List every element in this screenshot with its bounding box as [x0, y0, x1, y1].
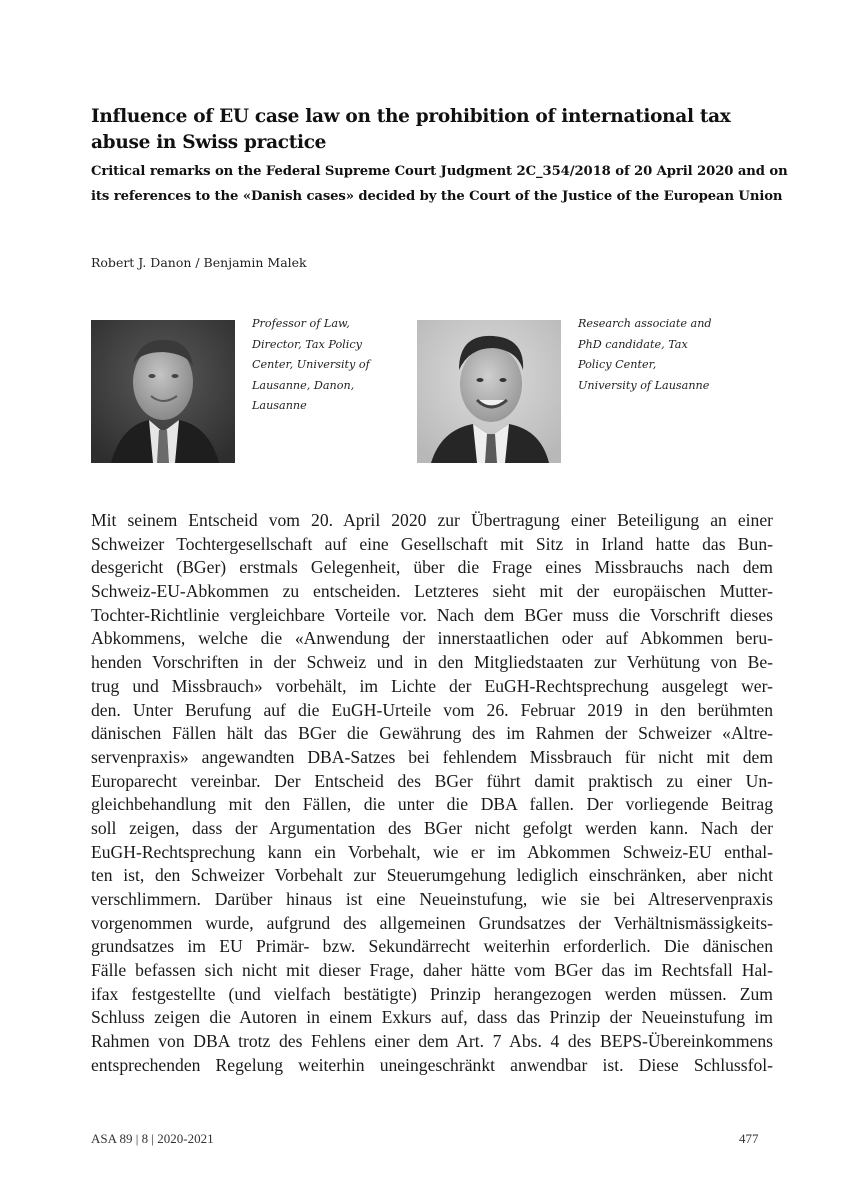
abstract-line: EuGH-Rechtsprechung kann ein Vorbehalt, wie er im Abkommen Schweiz-EU enthal-	[91, 841, 773, 862]
abstract-line: ten ist, den Schweizer Vorbehalt zur Steuerumgehung lediglich einschränken, aber nicht	[91, 865, 773, 886]
author-bio-danon: Professor of Law, Director, Tax Policy Center, University of Lausanne, Danon, Lausanne	[252, 317, 370, 412]
author-portrait-danon	[91, 320, 235, 463]
author-bio-malek: Research associate and PhD candidate, Tax Policy Center, University of Lausanne	[578, 317, 712, 392]
abstract-text	[91, 509, 773, 1078]
abstract-line: grundsatzes im EU Primär- bzw. Sekundärrecht weiterhin erforderlich. Die dänischen	[91, 936, 773, 957]
article-subtitle: Critical remarks on the Federal Supreme Court Judgment 2C_354/2018 of 20 April 2020 and on its references to the «Danish cases» decided by the Court of the Justice of the European Union	[91, 164, 788, 204]
abstract-line: Europarecht vereinbar. Der Entscheid des BGer führt damit praktisch zu einer Un-	[91, 770, 773, 791]
author-portrait-malek	[417, 320, 561, 463]
abstract-line: Abkommens, welche die «Anwendung der innerstaatlichen oder auf Abkommen beru-	[91, 628, 773, 649]
abstract-line: soll zeigen, dass der Argumentation des BGer nicht gefolgt werden kann. Nach der	[91, 817, 773, 838]
author-names: Robert J. Danon / Benjamin Malek	[91, 255, 307, 270]
page-number: 477	[739, 1131, 759, 1146]
abstract-line: Schweiz-EU-Abkommen zu entscheiden. Letzteres sieht mit der europäischen Mutter-	[91, 581, 773, 602]
abstract-line: gleichbehandlung mit den Fällen, die unter die DBA fallen. Der vorliegende Beitrag	[91, 794, 773, 815]
abstract-line: vorgenommen wurde, aufgrund des allgemeinen Grundsatzes der Verhältnismässigkeits-	[91, 912, 773, 933]
abstract-line: Fälle befassen sich nicht mit dieser Frage, daher hätte vom BGer das im Rechtsfall Hal-	[91, 960, 773, 981]
abstract-line: Rahmen von DBA trotz des Fehlens einer dem Art. 7 Abs. 4 des BEPS-Übereinkommens	[91, 1031, 773, 1052]
article-title: Influence of EU case law on the prohibition of international tax abuse in Swiss practice	[91, 106, 731, 153]
abstract-line: desgericht (BGer) erstmals Gelegenheit, über die Frage eines Missbrauchs nach dem	[91, 557, 773, 578]
abstract-line: servenpraxis» angewandten DBA-Satzes bei fehlendem Missbrauch für nicht mit dem	[91, 746, 773, 767]
abstract-line: den. Unter Berufung auf die EuGH-Urteile vom 26. Februar 2019 in den berühmten	[91, 699, 773, 720]
abstract-line: Schluss zeigen die Autoren in einem Exkurs auf, dass das Prinzip der Neueinstufung im	[91, 1007, 773, 1028]
abstract-line: Tochter-Richtlinie vergleichbare Vorteile vor. Nach dem BGer muss die Vorschrift dieses	[91, 604, 773, 625]
journal-reference: ASA 89 | 8 | 2020-2021	[91, 1131, 214, 1146]
abstract-line: entsprechenden Regelung weiterhin uneingeschränkt anwendbar ist. Diese Schlussfol-	[91, 1054, 773, 1075]
abstract-line: henden Vorschriften in der Schweiz und in den Mitgliedstaaten zur Verhütung von Be-	[91, 652, 773, 673]
abstract-line: ifax festgestellte (und vielfach bestätigte) Prinzip herangezogen werden müssen. Zum	[91, 983, 773, 1004]
abstract-line: trug und Missbrauch» vorbehält, im Lichte der EuGH-Rechtsprechung ausgelegt wer-	[91, 675, 773, 696]
abstract-line: verschlimmern. Darüber hinaus ist eine Neueinstufung, wie sie bei Altreservenpraxis	[91, 889, 773, 909]
abstract-line: Mit seinem Entscheid vom 20. April 2020 zur Übertragung einer Beteiligung an einer	[91, 510, 773, 530]
abstract-line: Schweizer Tochtergesellschaft auf eine Gesellschaft mit Sitz in Irland hatte das Bun-	[91, 533, 773, 554]
abstract-line: dänischen Fällen hält das BGer die Gewährung des im Rahmen der Schweizer «Altre-	[91, 723, 773, 744]
